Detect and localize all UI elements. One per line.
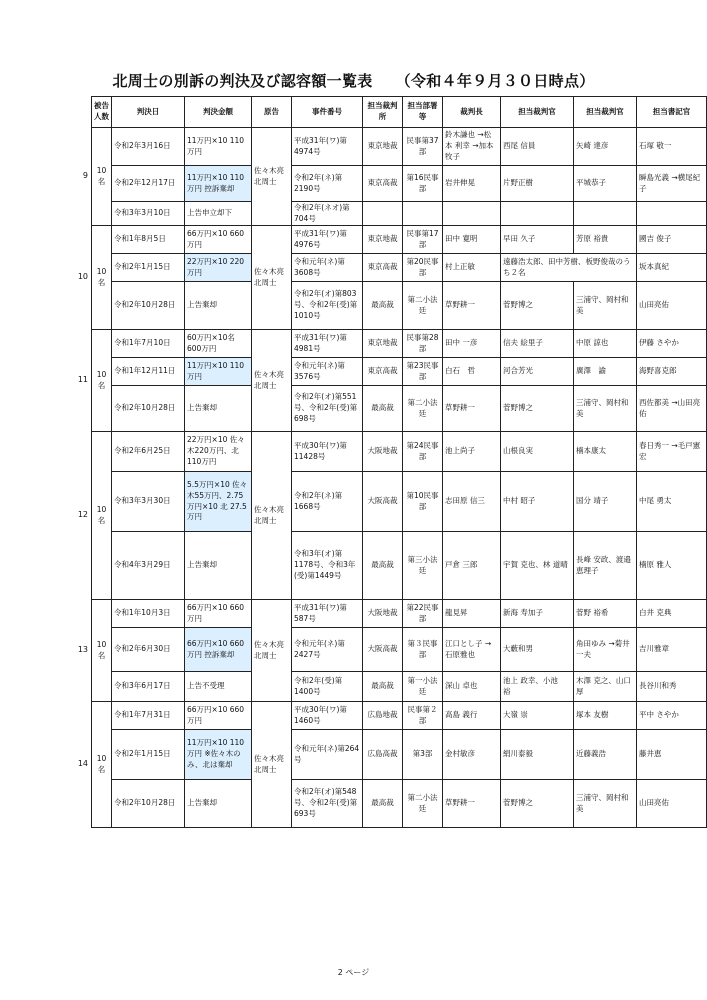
clerk-cell: 長谷川和秀 [637,672,707,702]
case-number-cell: 令和2年(受)第1400号 [292,672,363,702]
clerk-cell: 海野喜克郎 [637,358,707,386]
judge-1-cell: 宇賀 克也、林 道晴 [501,532,574,600]
judgment-date-cell: 令和3年3月30日 [112,472,185,532]
judgment-date-cell: 令和4年3月29日 [112,532,185,600]
judge-2-cell: 菅野 裕希 [574,600,637,628]
header-case-number: 事件番号 [292,97,363,128]
plaintiff-cell: 佐々木亮北周士 [252,330,292,432]
judgment-date-cell: 令和2年6月30日 [112,628,185,672]
table-row [92,780,707,828]
presiding-judge-cell: 白石 哲 [443,358,501,386]
defendant-count-cell: 10名 [92,702,112,828]
defendant-count-cell: 10名 [92,226,112,330]
judgment-table [91,96,707,828]
judgment-amount-cell: 11万円×10 110万円 ※佐々木のみ、北は棄却 [185,730,252,780]
judgment-date-cell: 令和3年3月10日 [112,202,185,226]
judgment-date-cell: 令和1年7月10日 [112,330,185,358]
case-number-cell: 令和2年(ネオ)第704号 [292,202,363,226]
table-row [92,730,707,780]
group-number: 12 [77,509,88,519]
presiding-judge-cell: 金村敏彦 [443,730,501,780]
case-number-cell: 平成30年(ワ)第1460号 [292,702,363,730]
clerk-cell: 石塚 敬一 [637,128,707,166]
plaintiff-cell: 佐々木亮北周士 [252,702,292,828]
plaintiff-cell: 佐々木亮北周士 [252,600,292,702]
case-number-cell: 平成31年(ワ)第4976号 [292,226,363,254]
case-number-cell: 令和2年(オ)第551号、令和2年(受)第698号 [292,386,363,432]
defendant-count-cell: 10名 [92,600,112,702]
table-row [92,358,707,386]
case-number-cell: 令和元年(ネ)第264号 [292,730,363,780]
header-clerk: 担当書記官 [637,97,707,128]
header-judge-2: 担当裁判官 [574,97,637,128]
judgment-date-cell: 令和2年6月25日 [112,432,185,472]
judge-2-cell: 平城恭子 [574,166,637,202]
judgment-date-cell: 令和1年12月11日 [112,358,185,386]
case-number-cell: 平成30年(ワ)第11428号 [292,432,363,472]
case-number-cell: 平成31年(ワ)第587号 [292,600,363,628]
judge-2-cell: 楠本康太 [574,432,637,472]
judge-1-cell: 中村 昭子 [501,472,574,532]
judge-1-cell: 山根良実 [501,432,574,472]
judge-2-cell: 三浦守、岡村和美 [574,780,637,828]
department-cell: 第二小法廷 [403,282,443,330]
judge-1-cell: 菅野博之 [501,386,574,432]
judgment-amount-cell: 60万円×10名 600万円 [185,330,252,358]
table-row [92,128,707,166]
judge-1-cell: 西尾 信員 [501,128,574,166]
case-number-cell: 令和2年(オ)第803号、令和2年(受)第1010号 [292,282,363,330]
clerk-cell: 楠原 雅人 [637,532,707,600]
court-cell: 東京地裁 [363,128,403,166]
court-cell: 東京高裁 [363,358,403,386]
plaintiff-cell: 佐々木亮北周士 [252,226,292,330]
presiding-judge-cell: 田中 一彦 [443,330,501,358]
court-cell: 最高裁 [363,672,403,702]
clerk-cell: 山田亮佑 [637,780,707,828]
judgment-amount-cell: 66万円×10 660万円 [185,702,252,730]
judgment-date-cell: 令和2年3月16日 [112,128,185,166]
clerk-cell: 藤井恵 [637,730,707,780]
table-row [92,282,707,330]
header-department: 担当部署等 [403,97,443,128]
department-cell: 第16民事部 [403,166,443,202]
judge-2-cell: 角田ゆみ →菊井一夫 [574,628,637,672]
presiding-judge-cell: 江口とし子 →石原雅也 [443,628,501,672]
table-row [92,226,707,254]
plaintiff-cell: 佐々木亮北周士 [252,432,292,600]
judge-2-cell [574,202,637,226]
clerk-cell: 瞬島光義 →横尾紀子 [637,166,707,202]
judge-1-cell: 新海 寿加子 [501,600,574,628]
presiding-judge-cell: 村上正敏 [443,254,501,282]
group-number: 14 [77,758,88,768]
court-cell: 最高裁 [363,780,403,828]
judgment-date-cell: 令和2年1月15日 [112,730,185,780]
judge-1-cell: 池上 政幸、小池 裕 [501,672,574,702]
header-row [92,97,707,128]
judge-2-cell: 三浦守、岡村和美 [574,282,637,330]
case-number-cell: 令和2年(ネ)第1668号 [292,472,363,532]
department-cell: 第三小法廷 [403,532,443,600]
table-row [92,702,707,730]
judge-2-cell: 国分 靖子 [574,472,637,532]
defendant-count-cell: 10名 [92,128,112,226]
judge-2-cell: 塚本 友樹 [574,702,637,730]
presiding-judge-cell: 草野耕一 [443,386,501,432]
judge-2-cell: 廣澤 諭 [574,358,637,386]
case-number-cell: 令和2年(ネ)第2190号 [292,166,363,202]
judge-2-cell: 芳原 裕貴 [574,226,637,254]
presiding-judge-cell: 志田原 信三 [443,472,501,532]
department-cell: 第３民事部 [403,628,443,672]
table-row [92,166,707,202]
judgment-amount-cell: 11万円×10 110万円 控訴棄却 [185,166,252,202]
judgment-amount-cell: 66万円×10 660万円 [185,600,252,628]
department-cell: 第3部 [403,730,443,780]
judge-2-cell: 中原 諒也 [574,330,637,358]
department-cell: 第23民事部 [403,358,443,386]
case-number-cell: 令和2年(オ)第548号、令和2年(受)第693号 [292,780,363,828]
presiding-judge-cell: 高島 義行 [443,702,501,730]
page-number: 2 ページ [337,968,370,977]
table-row [92,432,707,472]
judge-1-cell: 絹川泰毅 [501,730,574,780]
department-cell: 第22民事部 [403,600,443,628]
header-court: 担当裁判所 [363,97,403,128]
court-cell: 東京地裁 [363,226,403,254]
presiding-judge-cell: 草野耕一 [443,282,501,330]
judge-2-cell: 近藤義浩 [574,730,637,780]
clerk-cell: 中尾 勇太 [637,472,707,532]
judgment-amount-cell: 上告不受理 [185,672,252,702]
table-row [92,600,707,628]
table-row [92,628,707,672]
department-cell: 第一小法廷 [403,672,443,702]
court-cell: 大阪地裁 [363,432,403,472]
court-cell: 最高裁 [363,282,403,330]
judgment-date-cell: 令和2年12月17日 [112,166,185,202]
defendant-count-cell: 10名 [92,432,112,600]
judgment-date-cell: 令和2年1月15日 [112,254,185,282]
department-cell: 民事第28部 [403,330,443,358]
clerk-cell: 山田亮佑 [637,282,707,330]
presiding-judge-cell: 鈴木謙也 →松本 利幸 →加本牧子 [443,128,501,166]
department-cell: 民事第37部 [403,128,443,166]
group-number: 11 [77,374,88,384]
judgment-amount-cell: 上告棄却 [185,282,252,330]
presiding-judge-cell: 深山 卓也 [443,672,501,702]
court-cell: 東京地裁 [363,330,403,358]
court-cell [363,202,403,226]
court-cell: 広島地裁 [363,702,403,730]
presiding-judge-cell: 戸倉 三郎 [443,532,501,600]
case-number-cell: 令和3年(オ)第1178号、令和3年(受)第1449号 [292,532,363,600]
court-cell: 広島高裁 [363,730,403,780]
presiding-judge-cell: 龍見昇 [443,600,501,628]
plaintiff-cell: 佐々木亮北周士 [252,128,292,226]
judgment-amount-cell: 66万円×10 660万円 控訴棄却 [185,628,252,672]
court-cell: 大阪高裁 [363,628,403,672]
judge-1-cell [501,202,574,226]
judgment-amount-cell: 上告棄却 [185,532,252,600]
page-title: 北周士の別訴の判決及び認容額一覧表 （令和４年９月３０日時点） [112,72,595,90]
presiding-judge-cell: 草野耕一 [443,780,501,828]
judge-1-cell: 菅野博之 [501,282,574,330]
clerk-cell [637,202,707,226]
department-cell: 民事第17部 [403,226,443,254]
clerk-cell: 白井 克典 [637,600,707,628]
header-plaintiff: 原告 [252,97,292,128]
clerk-cell: 坂本真紀 [637,254,707,282]
header-defendant-count: 被告人数 [92,97,112,128]
header-judge-1: 担当裁判官 [501,97,574,128]
judges-cell: 遠藤浩太郎、田中芳樹、板野俊哉のうち２名 [501,254,637,282]
department-cell: 第24民事部 [403,432,443,472]
table-row [92,254,707,282]
judgment-date-cell: 令和3年6月17日 [112,672,185,702]
judge-1-cell: 片野正樹 [501,166,574,202]
department-cell: 第二小法廷 [403,386,443,432]
court-cell: 東京高裁 [363,166,403,202]
table-row [92,330,707,358]
clerk-cell: 伊藤 さやか [637,330,707,358]
presiding-judge-cell [443,202,501,226]
table-row [92,472,707,532]
department-cell: 第二小法廷 [403,780,443,828]
presiding-judge-cell: 池上尚子 [443,432,501,472]
judgment-date-cell: 令和2年10月28日 [112,282,185,330]
judgment-amount-cell: 5.5万円×10 佐々木55万円、2.75万円×10 北 27.5万円 [185,472,252,532]
judge-2-cell: 矢崎 達彦 [574,128,637,166]
department-cell [403,202,443,226]
court-cell: 最高裁 [363,532,403,600]
group-number: 10 [77,271,88,281]
presiding-judge-cell: 岩井伸晃 [443,166,501,202]
judge-1-cell: 菅野博之 [501,780,574,828]
case-number-cell: 平成31年(ワ)第4981号 [292,330,363,358]
header-presiding-judge: 裁判長 [443,97,501,128]
presiding-judge-cell: 田中 寛明 [443,226,501,254]
table-row [92,202,707,226]
case-number-cell: 令和元年(ネ)第2427号 [292,628,363,672]
judgment-amount-cell: 上告棄却 [185,780,252,828]
defendant-count-cell: 10名 [92,330,112,432]
judgment-date-cell: 令和2年10月28日 [112,780,185,828]
court-cell: 大阪地裁 [363,600,403,628]
court-cell: 最高裁 [363,386,403,432]
court-cell: 大阪高裁 [363,472,403,532]
table-row [92,672,707,702]
header-judgment-date: 判決日 [112,97,185,128]
judgment-amount-cell: 22万円×10 佐々木220万円、北110万円 [185,432,252,472]
judgment-date-cell: 令和1年10月3日 [112,600,185,628]
department-cell: 第10民事部 [403,472,443,532]
case-number-cell: 令和元年(ネ)第3608号 [292,254,363,282]
clerk-cell: 平中 さやか [637,702,707,730]
judge-2-cell: 木澤 克之、山口 厚 [574,672,637,702]
case-number-cell: 平成31年(ワ)第4974号 [292,128,363,166]
department-cell: 第20民事部 [403,254,443,282]
clerk-cell: 西佐都美 →山田亮佑 [637,386,707,432]
judge-1-cell: 早田 久子 [501,226,574,254]
group-number: 13 [77,644,88,654]
group-number: 9 [82,170,88,180]
department-cell: 民事第２部 [403,702,443,730]
table-row [92,386,707,432]
table-row [92,532,707,600]
judge-1-cell: 大嶺 崇 [501,702,574,730]
judge-2-cell: 三浦守、岡村和美 [574,386,637,432]
judgment-amount-cell: 66万円×10 660万円 [185,226,252,254]
clerk-cell: 國吉 俊子 [637,226,707,254]
judge-2-cell: 長峰 安政、渡邉 恵理子 [574,532,637,600]
judge-1-cell: 河合芳光 [501,358,574,386]
header-judgment-amount: 判決金額 [185,97,252,128]
judgment-date-cell: 令和1年7月31日 [112,702,185,730]
judgment-amount-cell: 11万円×10 110万円 [185,358,252,386]
judgment-amount-cell: 22万円×10 220万円 [185,254,252,282]
judge-1-cell: 大藪和男 [501,628,574,672]
judgment-date-cell: 令和2年10月28日 [112,386,185,432]
judgment-amount-cell: 上告申立却下 [185,202,252,226]
judgment-amount-cell: 11万円×10 110万円 [185,128,252,166]
court-cell: 東京高裁 [363,254,403,282]
judgment-date-cell: 令和1年8月5日 [112,226,185,254]
judge-1-cell: 信夫 絵里子 [501,330,574,358]
judgment-amount-cell: 上告棄却 [185,386,252,432]
clerk-cell: 春日秀一 →毛戸憲宏 [637,432,707,472]
case-number-cell: 令和元年(ネ)第3576号 [292,358,363,386]
clerk-cell: 吉川雅章 [637,628,707,672]
